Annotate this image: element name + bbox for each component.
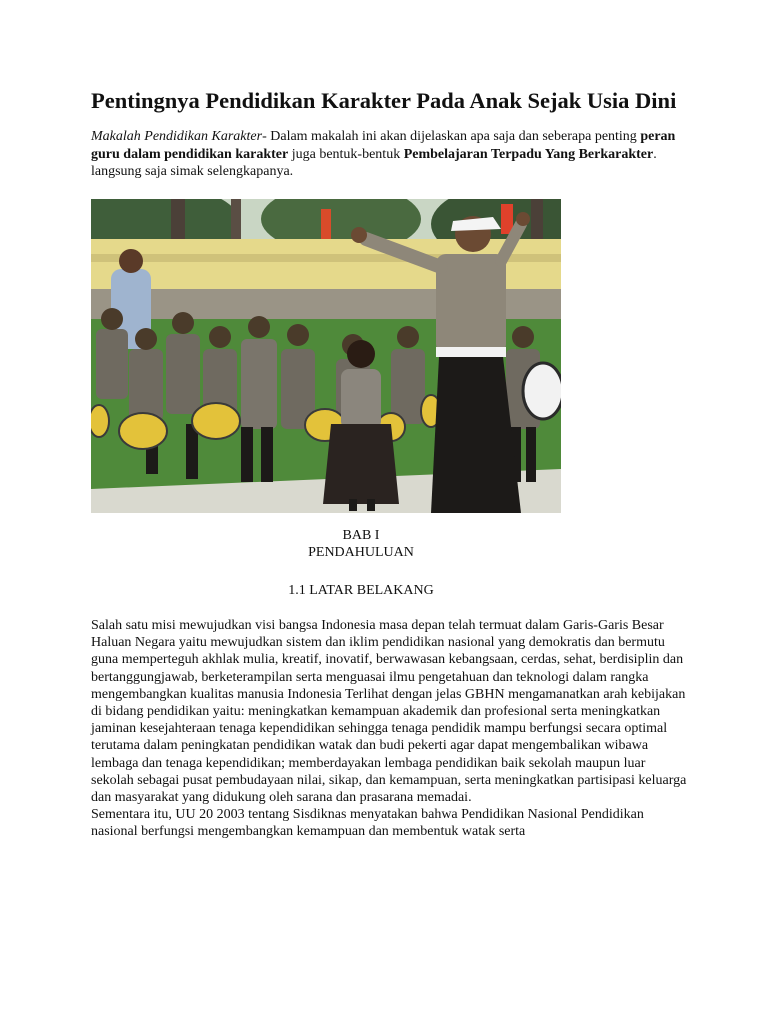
intro-paragraph	[91, 128, 691, 181]
intro-text-2: juga bentuk-bentuk	[288, 146, 404, 162]
body-paragraph-2: Sementara itu, UU 20 2003 tentang Sisdiknas menyatakan bahwa Pendidikan Nasional Pendidikan nasional berfungsi mengembangkan kemampuan dan membentuk watak serta	[91, 807, 644, 840]
intro-bold-1: peran guru dalam pendidikan karakter	[91, 129, 676, 162]
article-title: Pentingnya Pendidikan Karakter Pada Anak Sejak Usia Dini	[91, 88, 677, 113]
body-text	[91, 617, 691, 841]
body-paragraph-1: Salah satu misi mewujudkan visi bangsa Indonesia masa depan telah termuat dalam Garis-Garis Besar Haluan Negara yaitu mewujudkan sistem dan iklim pendidikan nasional yang demokratis dan bermutu guna memperteguh akhlak mulia, kreatif, inovatif, berwawasan kebangsaan, cerdas, sehat, berdisiplin dan bertanggungjawab, berketerampilan serta menguasai ilmu pengetahuan dan teknologi dalam rangka mengembangkan kualitas manusia Indonesia Terlihat dengan jelas GBHN mengamanatkan arah kebijakan di bidang pendidikan yaitu: meningkatkan kemampuan akademik dan profesional serta meningkatkan jaminan kesejahteraan tenaga kependidikan sehingga tenaga pendidik mampu berfungsi secara optimal terutama dalam peningkatan pendidikan watak dan budi pekerti agar dapat mengembalikan wibawa lembaga dan tenaga kependidikan; memberdayakan lembaga pendidikan baik sekolah maupun luar sekolah sebagai pusat pembudayaan nilai, sikap, dan kemampuan, serta meningkatkan partisipasi keluarga dan masyarakat yang didukung oleh sarana dan prasarana memadai.	[91, 618, 687, 806]
chapter-label: BAB I	[342, 527, 380, 543]
intro-text-3: . langsung saja simak selengkapanya.	[91, 146, 657, 179]
chapter-heading	[91, 527, 631, 600]
intro-bold-2: Pembelajaran Terpadu Yang Berkarakter	[403, 146, 654, 162]
chapter-name: PENDAHULUAN	[308, 545, 414, 560]
intro-italic-lead: Makalah Pendidikan Karakter	[91, 129, 263, 144]
document-page	[91, 88, 691, 841]
section-heading: 1.1 LATAR BELAKANG	[288, 582, 434, 598]
children-drum-band-photo	[91, 199, 561, 513]
intro-text-1: - Dalam makalah ini akan dijelaskan apa saja dan seberapa penting	[262, 129, 641, 144]
